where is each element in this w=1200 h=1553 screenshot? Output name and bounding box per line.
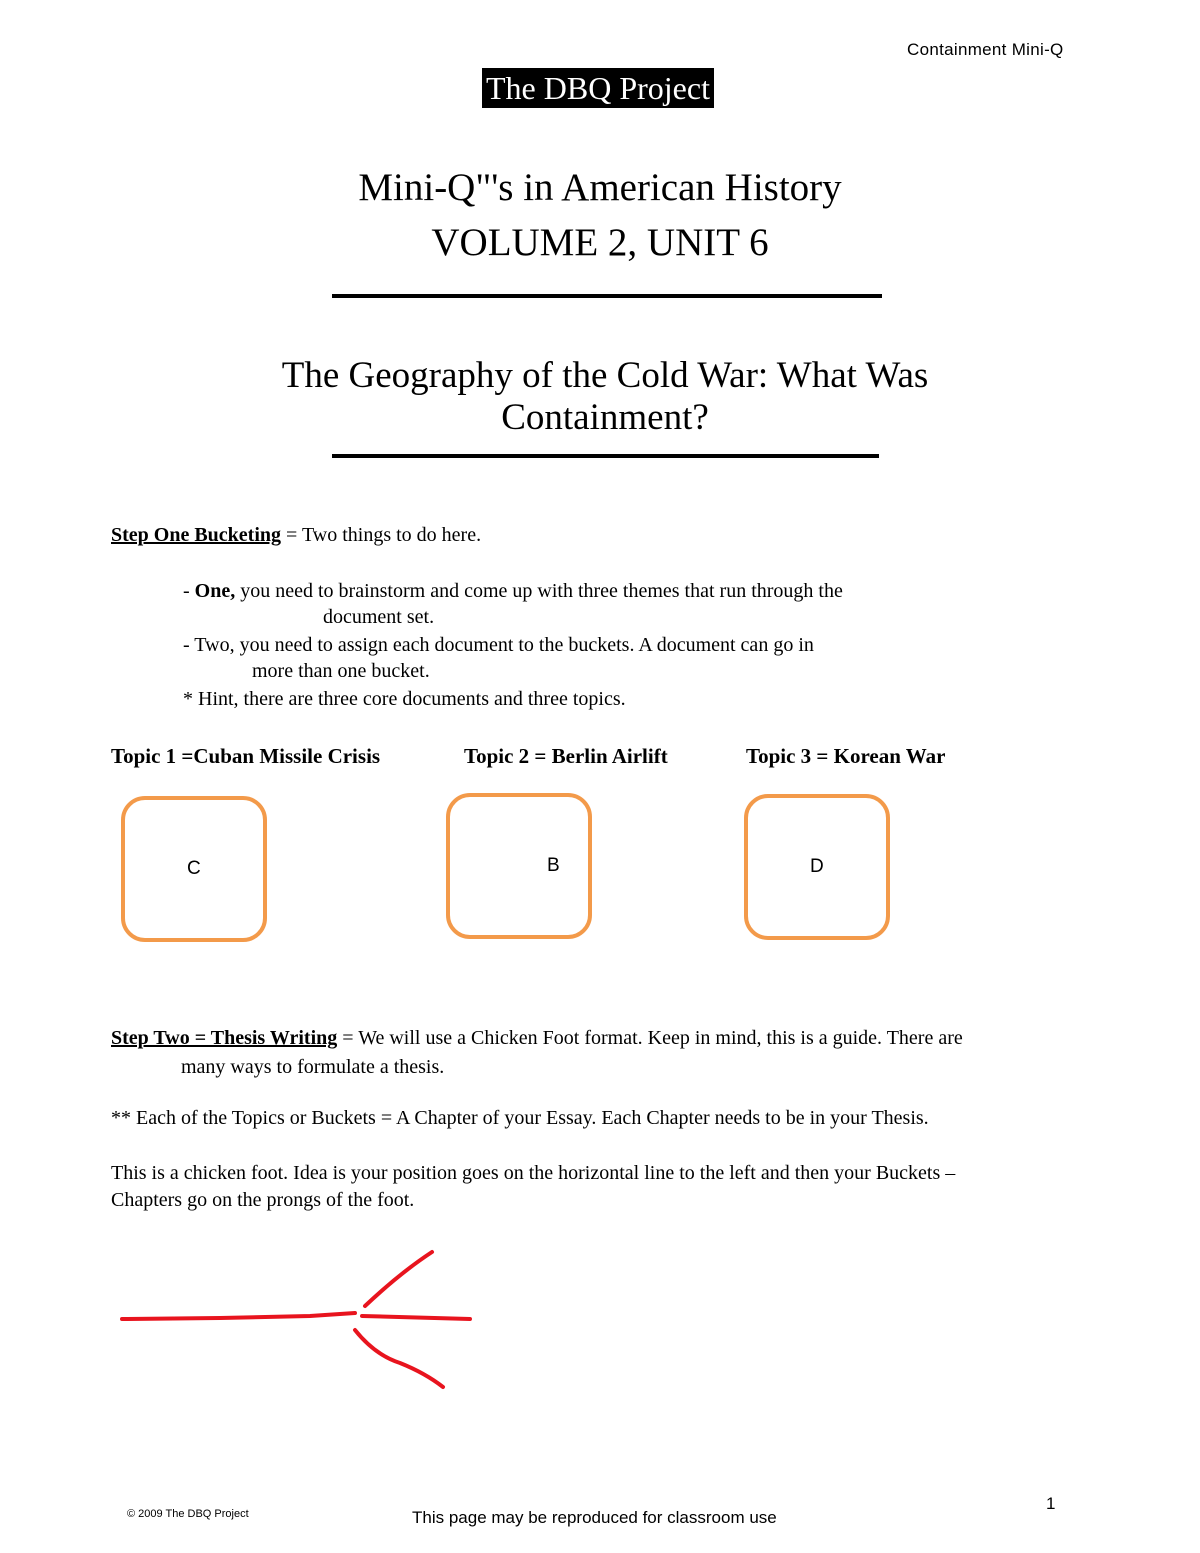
item2-line1: - Two, you need to assign each document to the buckets. A document can go in	[183, 634, 814, 656]
item2-line2: more than one bucket.	[252, 660, 430, 682]
step-two-line2: many ways to formulate a thesis.	[181, 1056, 445, 1078]
item1-prefix: -	[183, 580, 195, 602]
publisher-banner: The DBQ Project	[482, 68, 714, 108]
explanation-line1: This is a chicken foot. Idea is your position goes on the horizontal line to the left and then your Buckets –	[111, 1162, 956, 1184]
step-one-line	[111, 522, 1111, 548]
hint-text: * Hint, there are three core documents and three topics.	[183, 688, 626, 710]
lesson-title-line2: Containment?	[501, 397, 709, 438]
chicken-foot-lower-prong	[355, 1330, 443, 1387]
item1-line1: you need to brainstorm and come up with three themes that run through the	[235, 580, 843, 602]
title-divider-top	[332, 294, 882, 298]
chicken-foot-base-line	[122, 1313, 355, 1319]
title-divider-bottom	[332, 454, 879, 458]
lesson-title	[200, 355, 1010, 439]
running-header: Containment Mini-Q	[907, 40, 1064, 59]
buckets	[0, 780, 1200, 960]
step-two-heading: Step Two = Thesis Writing	[111, 1027, 338, 1049]
lesson-title-line1: The Geography of the Cold War: What Was	[281, 355, 929, 396]
explanation-line2: Chapters go on the prongs of the foot.	[111, 1189, 415, 1211]
topic-2-label: Topic 2 = Berlin Airlift	[464, 744, 668, 768]
chicken-foot-upper-prong	[365, 1252, 432, 1306]
step-two-intro: = We will use a Chicken Foot format. Keep in mind, this is a guide. There are	[337, 1027, 963, 1049]
reproduction-note: This page may be reproduced for classroom use	[412, 1508, 777, 1527]
item1-bold: One,	[194, 580, 236, 602]
topic-1-label: Topic 1 =Cuban Missile Crisis	[111, 744, 381, 768]
volume-unit: VOLUME 2, UNIT 6	[431, 221, 769, 264]
item1-line2: document set.	[323, 606, 435, 628]
step-one-heading: Step One Bucketing	[111, 524, 282, 546]
chapter-note: ** Each of the Topics or Buckets = A Chapter of your Essay. Each Chapter needs to be in your Thesis.	[111, 1107, 929, 1129]
series-title: Mini-Q"'s in American History	[358, 166, 842, 209]
step-one-item1	[183, 578, 1133, 604]
bucket-3-letter: D	[810, 856, 824, 877]
bucket-2	[448, 795, 590, 937]
bucket-2-letter: B	[547, 855, 560, 876]
topic-3-label: Topic 3 = Korean War	[746, 744, 946, 768]
step-two-line	[111, 1025, 1191, 1051]
bucket-1-letter: C	[187, 858, 201, 879]
step-one-intro: = Two things to do here.	[281, 524, 482, 546]
chicken-foot-diagram	[100, 1235, 500, 1405]
chicken-foot-middle-prong	[362, 1316, 470, 1319]
page-number: 1	[1046, 1494, 1056, 1513]
copyright-footer: © 2009 The DBQ Project	[127, 1508, 249, 1520]
